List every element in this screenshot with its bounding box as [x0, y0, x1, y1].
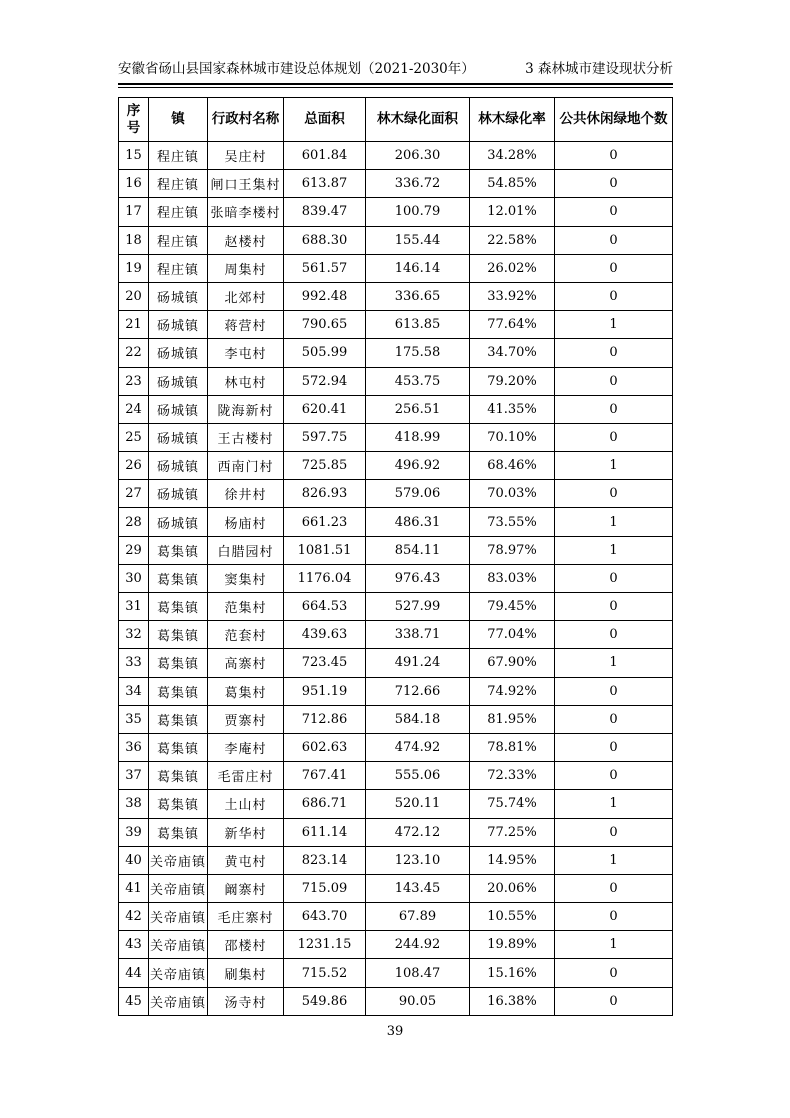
table-row [119, 367, 673, 395]
cell-index: 44 [119, 959, 149, 987]
column-header-greening-rate: 林木绿化率 [470, 98, 555, 142]
cell-town: 葛集镇 [149, 733, 208, 761]
cell-town: 葛集镇 [149, 677, 208, 705]
table-row [119, 790, 673, 818]
cell-index: 34 [119, 677, 149, 705]
cell-total-area: 839.47 [284, 198, 366, 226]
table-body [119, 142, 673, 1016]
cell-greening-area: 336.72 [366, 170, 470, 198]
cell-total-area: 664.53 [284, 593, 366, 621]
cell-park-count: 0 [555, 733, 673, 761]
cell-park-count: 0 [555, 254, 673, 282]
cell-total-area: 572.94 [284, 367, 366, 395]
document-title: 安徽省砀山县国家森林城市建设总体规划（2021-2030年） [118, 61, 475, 77]
cell-greening-area: 244.92 [366, 931, 470, 959]
table-row [119, 903, 673, 931]
cell-village: 西南门村 [208, 452, 284, 480]
cell-village: 李屯村 [208, 339, 284, 367]
cell-total-area: 601.84 [284, 142, 366, 170]
cell-town: 砀城镇 [149, 339, 208, 367]
table-row [119, 226, 673, 254]
cell-greening-area: 100.79 [366, 198, 470, 226]
cell-total-area: 602.63 [284, 733, 366, 761]
cell-village: 范套村 [208, 621, 284, 649]
table-row [119, 536, 673, 564]
cell-park-count: 0 [555, 339, 673, 367]
cell-park-count: 0 [555, 705, 673, 733]
cell-park-count: 1 [555, 536, 673, 564]
cell-index: 35 [119, 705, 149, 733]
cell-greening-rate: 75.74% [470, 790, 555, 818]
cell-park-count: 0 [555, 818, 673, 846]
cell-town: 砀城镇 [149, 395, 208, 423]
cell-greening-rate: 67.90% [470, 649, 555, 677]
cell-village: 贾寨村 [208, 705, 284, 733]
cell-greening-rate: 22.58% [470, 226, 555, 254]
cell-greening-area: 418.99 [366, 423, 470, 451]
cell-park-count: 0 [555, 564, 673, 592]
cell-index: 45 [119, 987, 149, 1015]
cell-village: 吴庄村 [208, 142, 284, 170]
cell-index: 42 [119, 903, 149, 931]
cell-total-area: 767.41 [284, 762, 366, 790]
cell-greening-area: 472.12 [366, 818, 470, 846]
cell-index: 25 [119, 423, 149, 451]
cell-total-area: 688.30 [284, 226, 366, 254]
cell-village: 葛集村 [208, 677, 284, 705]
cell-town: 葛集镇 [149, 593, 208, 621]
cell-town: 砀城镇 [149, 452, 208, 480]
cell-park-count: 1 [555, 452, 673, 480]
page-number: 39 [386, 1024, 404, 1039]
cell-park-count: 0 [555, 142, 673, 170]
cell-index: 41 [119, 874, 149, 902]
table-row [119, 395, 673, 423]
cell-park-count: 1 [555, 508, 673, 536]
table-row [119, 621, 673, 649]
cell-index: 37 [119, 762, 149, 790]
cell-greening-area: 854.11 [366, 536, 470, 564]
cell-park-count: 0 [555, 677, 673, 705]
cell-total-area: 790.65 [284, 311, 366, 339]
cell-greening-rate: 73.55% [470, 508, 555, 536]
table-row [119, 423, 673, 451]
cell-village: 徐井村 [208, 480, 284, 508]
cell-total-area: 712.86 [284, 705, 366, 733]
cell-total-area: 1176.04 [284, 564, 366, 592]
cell-greening-area: 175.58 [366, 339, 470, 367]
cell-index: 23 [119, 367, 149, 395]
cell-greening-rate: 10.55% [470, 903, 555, 931]
table-row [119, 339, 673, 367]
cell-index: 32 [119, 621, 149, 649]
table-row [119, 649, 673, 677]
cell-town: 葛集镇 [149, 790, 208, 818]
table-row [119, 677, 673, 705]
cell-greening-area: 474.92 [366, 733, 470, 761]
column-header-town: 镇 [149, 98, 208, 142]
table-row [119, 480, 673, 508]
table-row [119, 593, 673, 621]
cell-town: 砀城镇 [149, 311, 208, 339]
cell-village: 蒋营村 [208, 311, 284, 339]
cell-total-area: 686.71 [284, 790, 366, 818]
cell-total-area: 613.87 [284, 170, 366, 198]
cell-park-count: 0 [555, 762, 673, 790]
cell-village: 张暗李楼村 [208, 198, 284, 226]
cell-greening-area: 143.45 [366, 874, 470, 902]
cell-greening-rate: 15.16% [470, 959, 555, 987]
cell-index: 24 [119, 395, 149, 423]
cell-greening-rate: 77.04% [470, 621, 555, 649]
cell-village: 汤寺村 [208, 987, 284, 1015]
column-header-total-area: 总面积 [284, 98, 366, 142]
cell-index: 27 [119, 480, 149, 508]
table-row [119, 705, 673, 733]
cell-town: 关帝庙镇 [149, 959, 208, 987]
cell-index: 15 [119, 142, 149, 170]
cell-greening-area: 336.65 [366, 282, 470, 310]
cell-town: 关帝庙镇 [149, 874, 208, 902]
cell-greening-rate: 72.33% [470, 762, 555, 790]
cell-greening-area: 453.75 [366, 367, 470, 395]
cell-village: 新华村 [208, 818, 284, 846]
cell-greening-rate: 70.10% [470, 423, 555, 451]
cell-index: 18 [119, 226, 149, 254]
column-header-greening-area: 林木绿化面积 [366, 98, 470, 142]
cell-town: 葛集镇 [149, 705, 208, 733]
cell-town: 关帝庙镇 [149, 846, 208, 874]
table-row [119, 846, 673, 874]
cell-total-area: 661.23 [284, 508, 366, 536]
village-greening-table [118, 97, 673, 1016]
cell-total-area: 439.63 [284, 621, 366, 649]
cell-greening-rate: 14.95% [470, 846, 555, 874]
cell-index: 28 [119, 508, 149, 536]
cell-park-count: 0 [555, 170, 673, 198]
table-row [119, 254, 673, 282]
cell-greening-area: 579.06 [366, 480, 470, 508]
cell-park-count: 0 [555, 226, 673, 254]
cell-greening-area: 146.14 [366, 254, 470, 282]
cell-park-count: 1 [555, 846, 673, 874]
cell-greening-area: 527.99 [366, 593, 470, 621]
cell-index: 39 [119, 818, 149, 846]
cell-greening-rate: 78.81% [470, 733, 555, 761]
cell-town: 砀城镇 [149, 282, 208, 310]
table-row [119, 282, 673, 310]
cell-village: 窦集村 [208, 564, 284, 592]
cell-total-area: 620.41 [284, 395, 366, 423]
cell-total-area: 992.48 [284, 282, 366, 310]
cell-town: 关帝庙镇 [149, 987, 208, 1015]
cell-park-count: 0 [555, 621, 673, 649]
cell-village: 刷集村 [208, 959, 284, 987]
cell-greening-area: 67.89 [366, 903, 470, 931]
cell-total-area: 715.09 [284, 874, 366, 902]
cell-park-count: 1 [555, 931, 673, 959]
cell-park-count: 0 [555, 593, 673, 621]
cell-index: 20 [119, 282, 149, 310]
cell-total-area: 611.14 [284, 818, 366, 846]
cell-greening-area: 976.43 [366, 564, 470, 592]
cell-greening-area: 155.44 [366, 226, 470, 254]
cell-total-area: 823.14 [284, 846, 366, 874]
cell-town: 砀城镇 [149, 480, 208, 508]
cell-index: 26 [119, 452, 149, 480]
cell-greening-area: 123.10 [366, 846, 470, 874]
cell-town: 砀城镇 [149, 423, 208, 451]
cell-village: 王古楼村 [208, 423, 284, 451]
cell-town: 砀城镇 [149, 367, 208, 395]
cell-index: 17 [119, 198, 149, 226]
cell-town: 葛集镇 [149, 621, 208, 649]
cell-village: 高寨村 [208, 649, 284, 677]
header-rule-thick [118, 83, 673, 85]
cell-greening-rate: 12.01% [470, 198, 555, 226]
cell-greening-area: 712.66 [366, 677, 470, 705]
cell-town: 程庄镇 [149, 226, 208, 254]
cell-total-area: 561.57 [284, 254, 366, 282]
section-title: 3 森林城市建设现状分析 [525, 61, 673, 77]
cell-greening-area: 555.06 [366, 762, 470, 790]
cell-town: 葛集镇 [149, 536, 208, 564]
cell-index: 31 [119, 593, 149, 621]
cell-total-area: 1081.51 [284, 536, 366, 564]
cell-index: 36 [119, 733, 149, 761]
column-header-park-count: 公共休闲绿地个数 [555, 98, 673, 142]
cell-greening-area: 491.24 [366, 649, 470, 677]
header-rule-thin [118, 87, 673, 88]
cell-greening-area: 584.18 [366, 705, 470, 733]
cell-total-area: 826.93 [284, 480, 366, 508]
cell-greening-rate: 16.38% [470, 987, 555, 1015]
cell-total-area: 597.75 [284, 423, 366, 451]
cell-town: 砀城镇 [149, 508, 208, 536]
cell-village: 土山村 [208, 790, 284, 818]
cell-park-count: 0 [555, 903, 673, 931]
cell-greening-rate: 20.06% [470, 874, 555, 902]
cell-town: 程庄镇 [149, 254, 208, 282]
cell-greening-rate: 70.03% [470, 480, 555, 508]
cell-greening-rate: 74.92% [470, 677, 555, 705]
cell-park-count: 1 [555, 649, 673, 677]
cell-village: 林屯村 [208, 367, 284, 395]
cell-town: 葛集镇 [149, 649, 208, 677]
cell-greening-rate: 34.70% [470, 339, 555, 367]
cell-greening-area: 338.71 [366, 621, 470, 649]
cell-greening-rate: 19.89% [470, 931, 555, 959]
cell-village: 周集村 [208, 254, 284, 282]
cell-village: 范集村 [208, 593, 284, 621]
cell-town: 程庄镇 [149, 198, 208, 226]
cell-town: 葛集镇 [149, 762, 208, 790]
cell-park-count: 0 [555, 367, 673, 395]
cell-park-count: 0 [555, 423, 673, 451]
cell-greening-area: 108.47 [366, 959, 470, 987]
cell-index: 38 [119, 790, 149, 818]
cell-town: 程庄镇 [149, 170, 208, 198]
cell-index: 21 [119, 311, 149, 339]
table-row [119, 142, 673, 170]
cell-town: 葛集镇 [149, 564, 208, 592]
table-row [119, 452, 673, 480]
cell-index: 43 [119, 931, 149, 959]
cell-village: 毛雷庄村 [208, 762, 284, 790]
cell-total-area: 725.85 [284, 452, 366, 480]
table-row [119, 508, 673, 536]
cell-greening-rate: 33.92% [470, 282, 555, 310]
cell-park-count: 0 [555, 395, 673, 423]
cell-greening-rate: 79.20% [470, 367, 555, 395]
column-header-index: 序号 [119, 98, 149, 142]
cell-total-area: 1231.15 [284, 931, 366, 959]
cell-park-count: 1 [555, 790, 673, 818]
cell-greening-rate: 77.25% [470, 818, 555, 846]
cell-village: 杨庙村 [208, 508, 284, 536]
cell-greening-rate: 68.46% [470, 452, 555, 480]
page-header [118, 58, 673, 82]
cell-greening-area: 486.31 [366, 508, 470, 536]
cell-town: 关帝庙镇 [149, 903, 208, 931]
table-header-row [119, 98, 673, 142]
cell-park-count: 0 [555, 480, 673, 508]
column-header-village: 行政村名称 [208, 98, 284, 142]
cell-village: 陇海新村 [208, 395, 284, 423]
cell-index: 29 [119, 536, 149, 564]
table-row [119, 564, 673, 592]
cell-greening-rate: 54.85% [470, 170, 555, 198]
cell-total-area: 951.19 [284, 677, 366, 705]
cell-village: 赵楼村 [208, 226, 284, 254]
cell-greening-rate: 81.95% [470, 705, 555, 733]
table-row [119, 170, 673, 198]
cell-greening-rate: 83.03% [470, 564, 555, 592]
cell-park-count: 0 [555, 874, 673, 902]
cell-index: 16 [119, 170, 149, 198]
cell-greening-rate: 34.28% [470, 142, 555, 170]
table-row [119, 311, 673, 339]
cell-village: 白腊园村 [208, 536, 284, 564]
cell-greening-area: 206.30 [366, 142, 470, 170]
cell-greening-rate: 26.02% [470, 254, 555, 282]
table-row [119, 762, 673, 790]
cell-greening-rate: 77.64% [470, 311, 555, 339]
table-row [119, 959, 673, 987]
cell-total-area: 505.99 [284, 339, 366, 367]
cell-greening-rate: 41.35% [470, 395, 555, 423]
cell-village: 黄屯村 [208, 846, 284, 874]
cell-town: 关帝庙镇 [149, 931, 208, 959]
table-row [119, 733, 673, 761]
cell-town: 葛集镇 [149, 818, 208, 846]
cell-greening-area: 520.11 [366, 790, 470, 818]
cell-greening-rate: 78.97% [470, 536, 555, 564]
cell-village: 李庵村 [208, 733, 284, 761]
cell-index: 33 [119, 649, 149, 677]
cell-village: 邵楼村 [208, 931, 284, 959]
cell-index: 40 [119, 846, 149, 874]
cell-village: 北郊村 [208, 282, 284, 310]
cell-park-count: 1 [555, 311, 673, 339]
table-row [119, 198, 673, 226]
cell-index: 30 [119, 564, 149, 592]
cell-total-area: 723.45 [284, 649, 366, 677]
cell-town: 程庄镇 [149, 142, 208, 170]
cell-village: 毛庄寨村 [208, 903, 284, 931]
table-row [119, 818, 673, 846]
cell-park-count: 0 [555, 959, 673, 987]
cell-park-count: 0 [555, 987, 673, 1015]
cell-village: 阚寨村 [208, 874, 284, 902]
cell-index: 22 [119, 339, 149, 367]
cell-total-area: 643.70 [284, 903, 366, 931]
table-row [119, 874, 673, 902]
table-row [119, 987, 673, 1015]
cell-index: 19 [119, 254, 149, 282]
cell-village: 闸口王集村 [208, 170, 284, 198]
table-row [119, 931, 673, 959]
cell-greening-rate: 79.45% [470, 593, 555, 621]
cell-total-area: 715.52 [284, 959, 366, 987]
cell-greening-area: 613.85 [366, 311, 470, 339]
cell-greening-area: 496.92 [366, 452, 470, 480]
cell-park-count: 0 [555, 282, 673, 310]
cell-greening-area: 256.51 [366, 395, 470, 423]
cell-greening-area: 90.05 [366, 987, 470, 1015]
cell-park-count: 0 [555, 198, 673, 226]
cell-total-area: 549.86 [284, 987, 366, 1015]
